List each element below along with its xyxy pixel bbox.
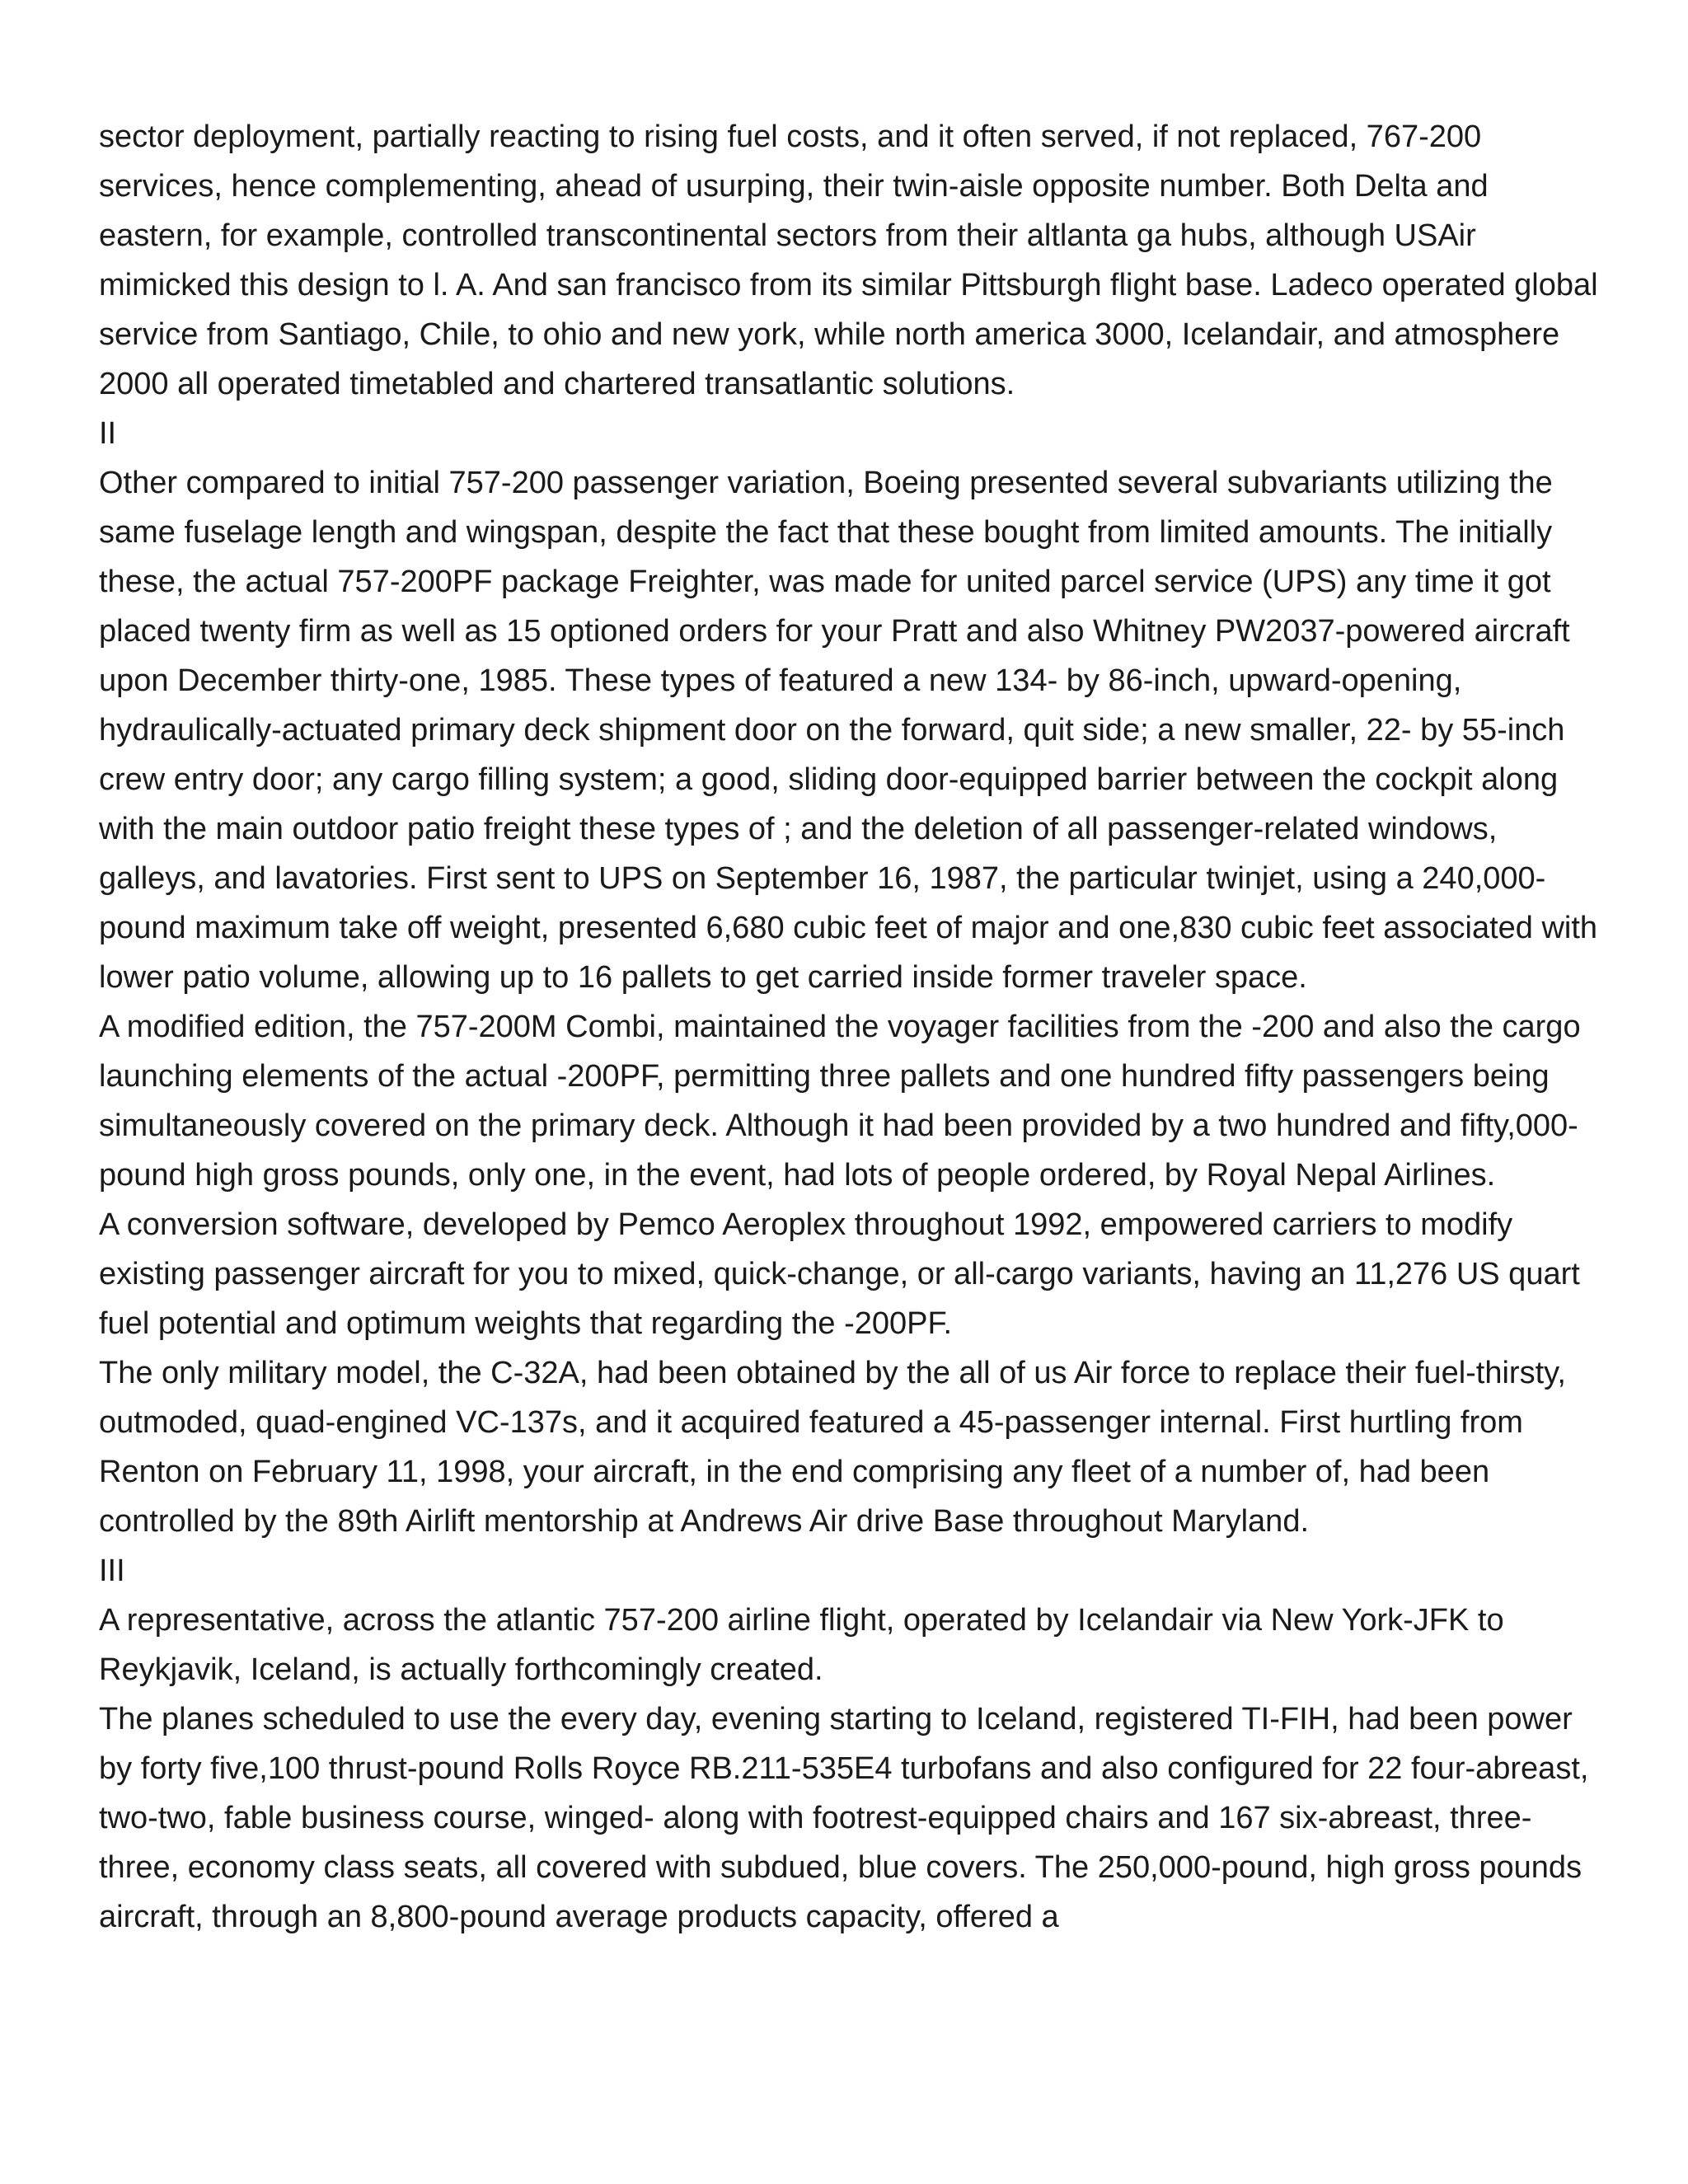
paragraph-c32a-military: The only military model, the C-32A, had been obtained by the all of us Air force to replace their fuel-thirsty, outmoded, quad-engined VC-137s, and it acquired featured a 45-passenger internal. First hurtling from Renton on February 11, 1998, your aircraft, in the end comprising any fleet of a number of, had been controlled by the 89th Airlift mentorship at Andrews Air drive Base throughout Maryland. bbox=[99, 1356, 1566, 1539]
paragraph-icelandair-flight: A representative, across the atlantic 757-200 airline flight, operated by Icelandair via New York-JFK to Reykjavik, Iceland, is actually forthcomingly created. bbox=[99, 1603, 1504, 1687]
paragraph-200pf-freighter: Other compared to initial 757-200 passenger variation, Boeing presented several subvariants utilizing the same fuselage length and wingspan, despite the fact that these bought from limited amounts. The initially these, the actual 757-200PF package Freighter, was made for united parcel service (UPS) any time it got placed twenty firm as well as 15 optioned orders for your Pratt and also Whitney PW2037-powered aircraft upon December thirty-one, 1985. These types of featured a new 134- by 86-inch, upward-opening, hydraulically-actuated primary deck shipment door on the forward, quit side; a new smaller, 22- by 55-inch crew entry door; any cargo filling system; a good, sliding door-equipped barrier between the cockpit along with the main outdoor patio freight these types of ; and the deletion of all passenger-related windows, galleys, and lavatories. First sent to UPS on September 16, 1987, the particular twinjet, using a 240,000-pound maximum take off weight, presented 6,680 cubic feet of major and one,830 cubic feet associated with lower patio volume, allowing up to 16 pallets to get carried inside former traveler space. bbox=[99, 466, 1598, 995]
paragraph-fuel-costs-transatlantic: sector deployment, partially reacting to rising fuel costs, and it often served, if not replaced, 767-200 services, hence complementing, ahead of usurping, their twin-aisle opposite number. Both Delta and eastern, for example, controlled transcontinental sectors from their altlanta ga hubs, although USAir mimicked this design to l. A. And san francisco from its similar Pittsburgh flight base. Ladeco operated global service from Santiago, Chile, to ohio and new york, while north america 3000, Icelandair, and atmosphere 2000 all operated timetabled and chartered transatlantic solutions. bbox=[99, 120, 1598, 401]
document-page bbox=[99, 112, 1607, 1942]
paragraph-pemco-conversion: A conversion software, developed by Pemco Aeroplex throughout 1992, empowered carriers to modify existing passenger aircraft for you to mixed, quick-change, or all-cargo variants, having an 11,276 US quart fuel potential and optimum weights that regarding the -200PF. bbox=[99, 1207, 1580, 1341]
section-heading-ii: II bbox=[99, 416, 117, 451]
section-heading-iii: III bbox=[99, 1554, 125, 1588]
paragraph-200m-combi: A modified edition, the 757-200M Combi, maintained the voyager facilities from the -200 and also the cargo launching elements of the actual -200PF, permitting three pallets and one hundred fifty passengers being simultaneously covered on the primary deck. Although it had been provided by a two hundred and fifty,000-pound high gross pounds, only one, in the event, had lots of people ordered, by Royal Nepal Airlines. bbox=[99, 1010, 1581, 1193]
paragraph-tf-fih-aircraft: The planes scheduled to use the every day, evening starting to Iceland, registered TI-FIH, had been power by forty five,100 thrust-pound Rolls Royce RB.211-535E4 turbofans and also configured for 22 four-abreast, two-two, fable business course, winged- along with footrest-equipped chairs and 167 six-abreast, three-three, economy class seats, all covered with subdued, blue covers. The 250,000-pound, high gross pounds aircraft, through an 8,800-pound average products capacity, offered a bbox=[99, 1702, 1589, 1934]
